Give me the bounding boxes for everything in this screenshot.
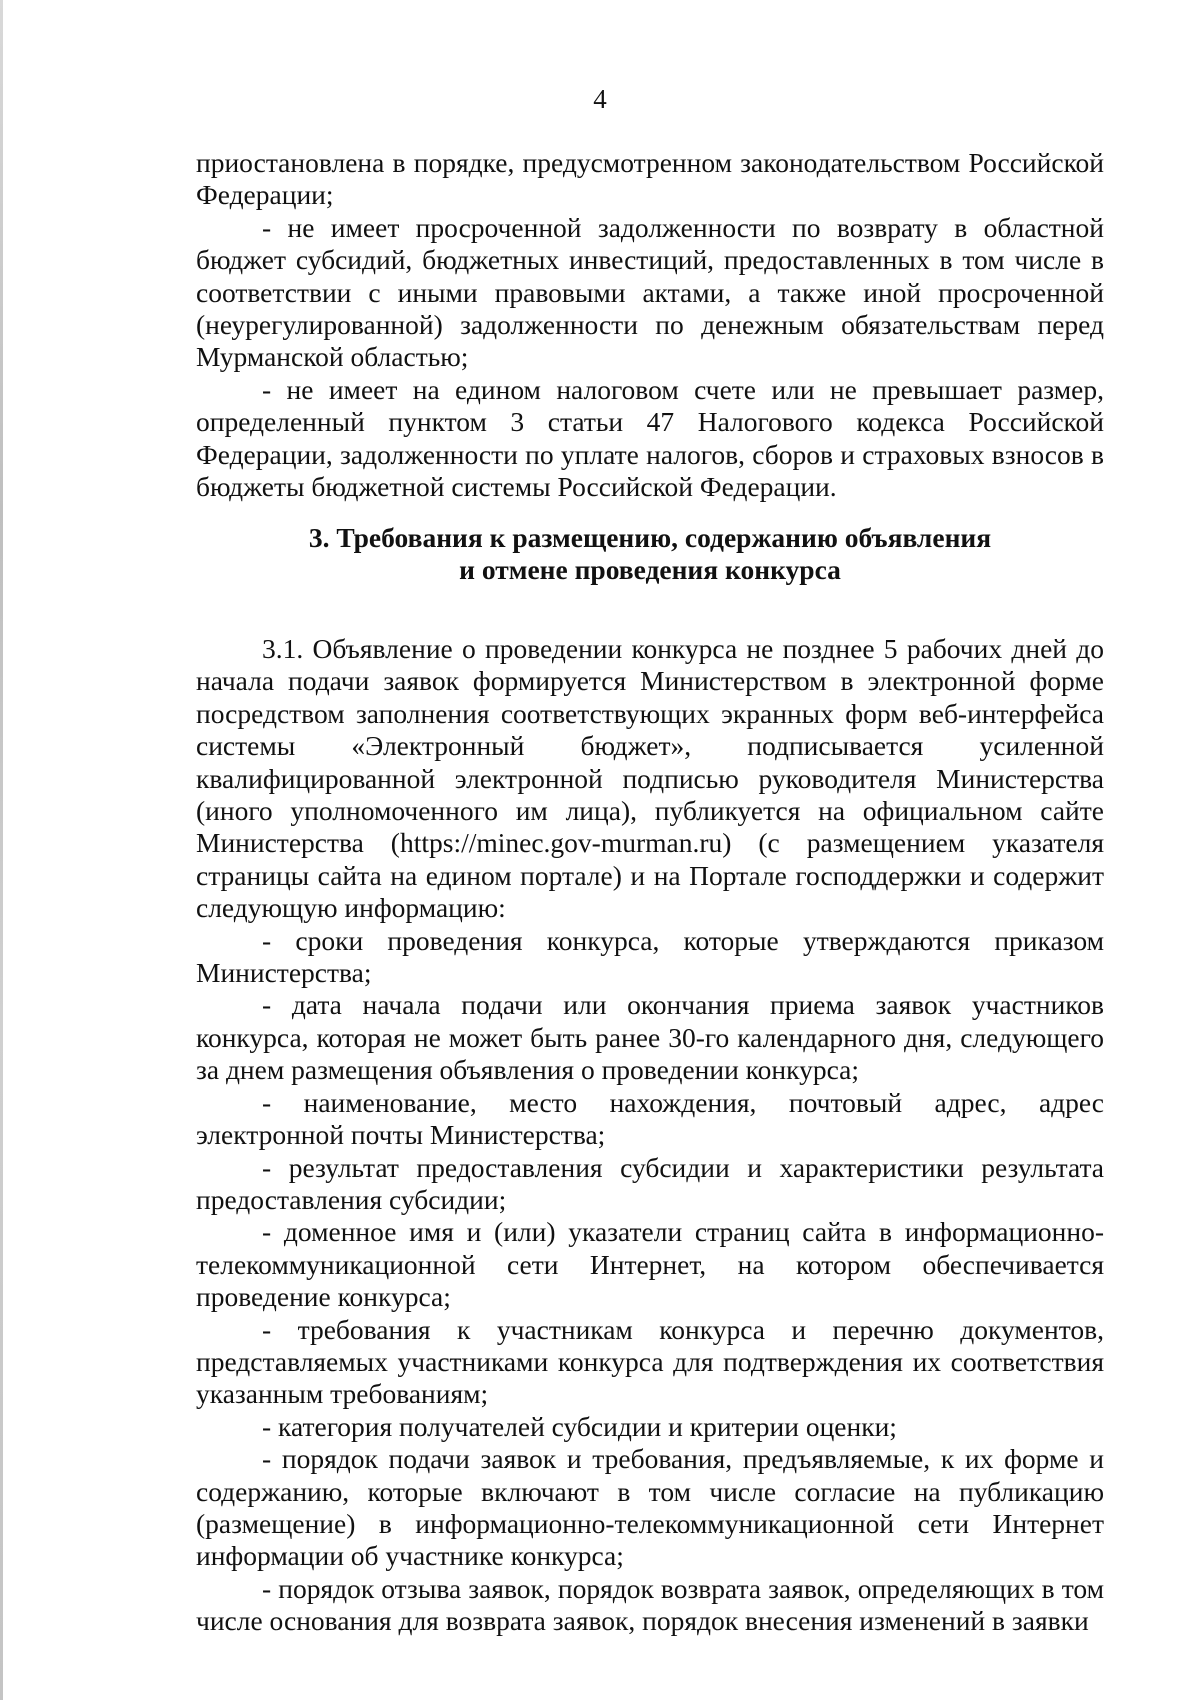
page-number: 4 [593, 84, 607, 114]
list-item: - категория получателей субсидии и критерии оценки; [262, 1410, 897, 1442]
paragraph: приостановлена в порядке, предусмотренном законодательством Российской Федерации; [196, 147, 1104, 211]
scan-edge [0, 0, 3, 1700]
paragraph: - не имеет на едином налоговом счете или не превышает размер, определенный пунктом 3 статьи 47 Налогового кодекса Российской Федерации, задолженности по уплате налогов, сборов и страховых взносов в бюджеты бюджетной системы Российской Федерации. [196, 373, 1104, 503]
list-item: - доменное имя и (или) указатели страниц сайта в информационно-телекоммуникационной сети Интернет, на котором обеспечивается проведение конкурса; [196, 1216, 1104, 1313]
list-item: - дата начала подачи или окончания приема заявок участников конкурса, которая не может быть ранее 30-го календарного дня, следующего за днем размещения объявления о проведении конкурса; [196, 989, 1104, 1086]
intro-text-block [196, 147, 1104, 503]
list-item: - порядок подачи заявок и требования, предъявляемые, к их форме и содержанию, которые включают в том числе согласие на публикацию (размещение) в информационно-телекоммуникационной сети Интернет информации об участнике конкурса; [196, 1443, 1104, 1572]
section-heading-line: 3. Требования к размещению, содержанию объявления [308, 522, 992, 553]
paragraph: - не имеет просроченной задолженности по возврату в областной бюджет субсидий, бюджетных инвестиций, предоставленных в том числе в соответствии с иными правовыми актами, а также иной просроченной (неурегулированной) задолженности по денежным обязательствам перед Мурманской областью; [196, 211, 1104, 373]
list-item: - наименование, место нахождения, почтовый адрес, адрес электронной почты Министерства; [196, 1086, 1104, 1151]
paragraph: 3.1. Объявление о проведении конкурса не позднее 5 рабочих дней до начала подачи заявок формируется Министерством в электронной форме посредством заполнения соответствующих экранных форм веб-интерфейса системы «Электронный бюджет», подписывается усиленной квалифицированной электронной подписью руководителя Министерства (иного уполномоченного им лица), публикуется на официальном сайте Министерства (https://minec.gov-murman.ru) (с размещением указателя страницы сайта на едином портале) и на Портале господдержки и содержит следующую информацию: [196, 633, 1104, 924]
list-item: - сроки проведения конкурса, которые утверждаются приказом Министерства; [196, 924, 1104, 989]
list-item: - результат предоставления субсидии и характеристики результата предоставления субсидии; [196, 1151, 1104, 1215]
section-heading-line: и отмене проведения конкурса [459, 554, 841, 586]
list-item: - требования к участникам конкурса и перечню документов, представляемых участниками конкурса для подтверждения их соответствия указанным требованиям; [196, 1313, 1104, 1410]
section-text-block [196, 633, 1104, 1638]
section-heading [196, 522, 1104, 587]
list-item: - порядок отзыва заявок, порядок возврата заявок, определяющих в том числе основания для возврата заявок, порядок внесения изменений в заявки [196, 1572, 1104, 1637]
